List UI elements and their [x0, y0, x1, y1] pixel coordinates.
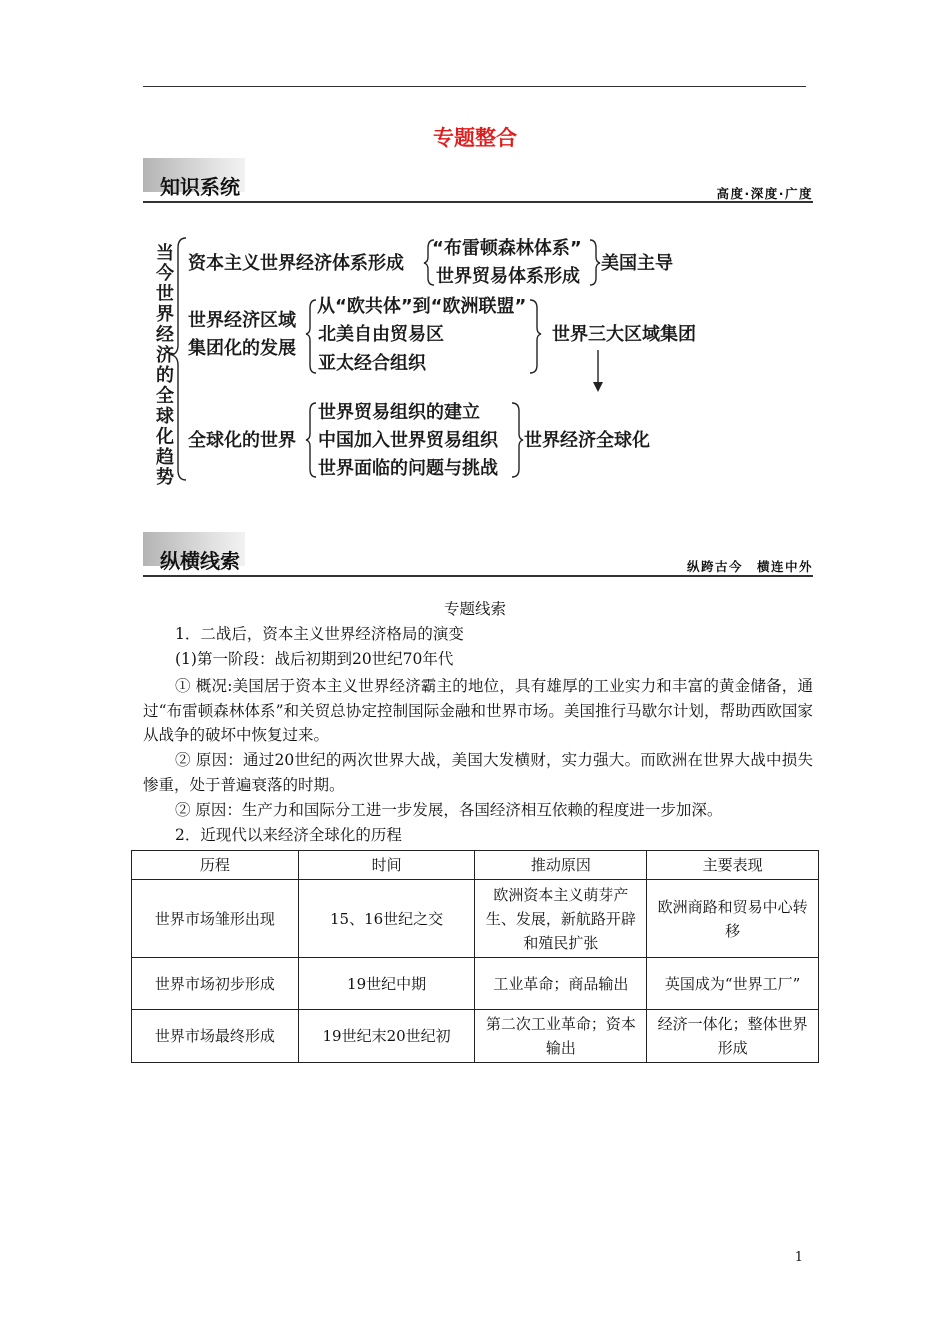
mindmap-item-bretton-woods: “布雷顿森林体系”	[432, 238, 582, 259]
mindmap-branch-regional-line2: 集团化的发展	[188, 338, 296, 359]
mindmap-item-eu: 从“欧共体”到“欧洲联盟”	[317, 296, 527, 317]
mindmap-item-world-trade: 世界贸易体系形成	[436, 266, 580, 287]
section-subtitle: 高度·深度·广度	[716, 186, 813, 201]
paragraph: ② 原因：通过20世纪的两次世界大战，美国大发横财，实力强大。而欧洲在世界大战中损失惨重，处于普遍衰落的时期。	[143, 751, 813, 794]
table-cell: 工业革命；商品输出	[475, 958, 647, 1010]
section-title-knowledge: 知识系统	[160, 175, 240, 199]
table-row	[132, 880, 819, 958]
table-header: 主要表现	[647, 851, 819, 880]
mindmap-root: 当今世界经济的全球化趋势	[153, 243, 174, 488]
table-header: 时间	[298, 851, 475, 880]
mindmap-item-apec: 亚太经合组织	[318, 353, 426, 374]
mindmap-branch-capitalist-system: 资本主义世界经济体系形成	[188, 253, 404, 274]
mindmap-item-challenges: 世界面临的问题与挑战	[318, 458, 498, 479]
table-row	[132, 1010, 819, 1063]
mindmap-result-globalization: 世界经济全球化	[524, 430, 650, 451]
mindmap-branch-regional-line1: 世界经济区域	[188, 310, 296, 331]
mindmap-item-wto: 世界贸易组织的建立	[318, 402, 480, 423]
table-header: 推动原因	[475, 851, 647, 880]
table-cell: 19世纪末20世纪初	[298, 1010, 475, 1063]
table-cell: 经济一体化；整体世界形成	[647, 1010, 819, 1063]
paragraph: 1．二战后，资本主义世界经济格局的演变	[175, 625, 464, 643]
paragraph: ② 原因：生产力和国际分工进一步发展，各国经济相互依赖的程度进一步加深。	[175, 801, 723, 819]
history-table	[131, 850, 819, 1063]
mindmap-result-us-dominance: 美国主导	[601, 253, 673, 274]
table-header-row	[132, 851, 819, 880]
clue-title: 专题线索	[443, 600, 506, 618]
table-header: 历程	[132, 851, 299, 880]
table-cell: 19世纪中期	[298, 958, 475, 1010]
table-cell: 世界市场雏形出现	[132, 880, 299, 958]
table-row	[132, 958, 819, 1010]
section-rule	[143, 575, 813, 577]
paragraph: (1)第一阶段：战后初期到20世纪70年代	[175, 650, 454, 668]
mindmap-item-nafta: 北美自由贸易区	[318, 324, 444, 345]
section-subtitle: 纵跨古今 横连中外	[686, 559, 813, 574]
table-cell: 世界市场初步形成	[132, 958, 299, 1010]
table-cell: 英国成为“世界工厂”	[647, 958, 819, 1010]
table-cell: 世界市场最终形成	[132, 1010, 299, 1063]
table-cell: 欧洲商路和贸易中心转移	[647, 880, 819, 958]
page-title: 专题整合	[433, 126, 517, 150]
mindmap-result-three-blocs: 世界三大区域集团	[552, 324, 696, 345]
paragraph: ① 概况:美国居于资本主义世界经济霸主的地位，具有雄厚的工业实力和丰富的黄金储备，通过“布雷顿森林体系”和关贸总协定控制国际金融和世界市场。美国推行马歇尔计划，帮助西欧国家从战争的破坏中恢复过来。	[143, 677, 813, 744]
section-title-clues: 纵横线索	[160, 549, 240, 573]
mindmap-item-china-wto: 中国加入世界贸易组织	[318, 430, 498, 451]
table-cell: 欧洲资本主义萌芽产生、发展，新航路开辟和殖民扩张	[475, 880, 647, 958]
table-cell: 15、16世纪之交	[298, 880, 475, 958]
mindmap-branch-globalized-world: 全球化的世界	[188, 430, 296, 451]
table-cell: 第二次工业革命；资本输出	[475, 1010, 647, 1063]
page-number: 1	[794, 1250, 803, 1265]
paragraph: 2．近现代以来经济全球化的历程	[175, 826, 402, 844]
